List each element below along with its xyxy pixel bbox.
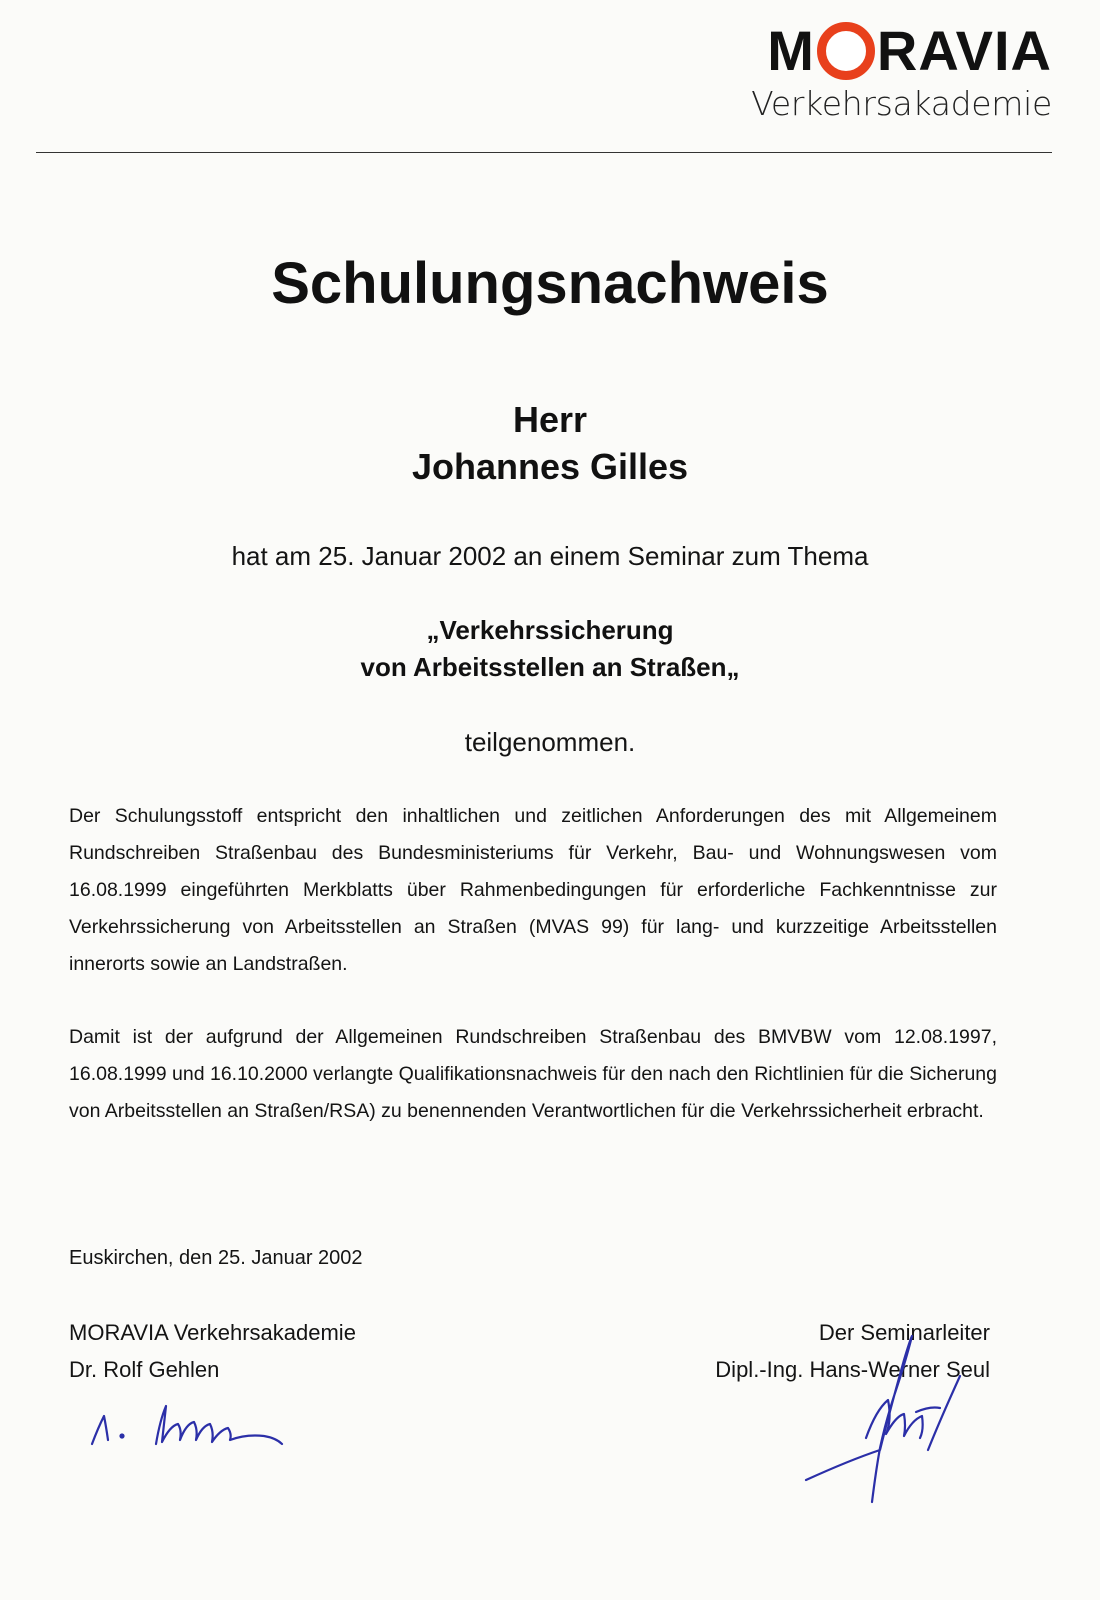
logo-ring-icon <box>817 22 875 80</box>
topic-line-2: von Arbeitsstellen an Straßen„ <box>360 652 740 682</box>
recipient-name: Johannes Gilles <box>411 446 689 487</box>
salutation: Herr <box>512 399 588 440</box>
document-title: Schulungsnachweis <box>271 251 829 316</box>
topic-line-1: „Verkehrssicherung <box>426 615 674 645</box>
signature-seul-icon <box>800 1320 980 1510</box>
logo-subtitle: Verkehrsakademie <box>751 84 1052 123</box>
right-signatory-role: Der Seminarleiter <box>818 1320 990 1345</box>
logo-letter-m: M <box>767 19 815 82</box>
left-signatory-name: Dr. Rolf Gehlen <box>69 1357 220 1382</box>
header-divider <box>36 152 1052 153</box>
place-and-date: Euskirchen, den 25. Januar 2002 <box>69 1247 363 1269</box>
participated-text: teilgenommen. <box>464 727 636 757</box>
body-paragraph-2: Damit ist der aufgrund der Allgemeinen Rundschreiben Straßenbau des BMVBW vom 12.08.1997, 16.08.1999 und 16.10.2000 verlangte Qualifikationsnachweis für den nach den Richtlinien für die Sicherung von Arbeitsstellen an Straßen/RSA) zu benennenden Verantwortlichen für die Verkehrssicherheit erbracht. <box>69 1026 997 1122</box>
logo-letters-ravia: RAVIA <box>876 19 1052 82</box>
signature-gehlen-icon <box>86 1400 356 1460</box>
right-signatory-name: Dipl.-Ing. Hans-Werner Seul <box>715 1357 990 1382</box>
left-signatory <box>69 1314 356 1388</box>
moravia-logo <box>751 19 1052 124</box>
logo-wordmark <box>751 19 1052 82</box>
left-signatory-organization: MORAVIA Verkehrsakademie <box>69 1320 356 1345</box>
seminar-topic <box>0 612 1100 686</box>
intro-text: hat am 25. Januar 2002 an einem Seminar zum Thema <box>231 541 869 571</box>
recipient-block <box>0 396 1100 490</box>
body-paragraph-1: Der Schulungsstoff entspricht den inhaltlichen und zeitlichen Anforderungen des mit Allgemeinem Rundschreiben Straßenbau des Bundesministeriums für Verkehr, Bau- und Wohnungswesen vom 16.08.1999 eingeführten Merkblatts über Rahmenbedingungen für erforderliche Fachkenntnisse zur Verkehrssicherung von Arbeitsstellen an Straßen (MVAS 99) für lang- und kurzzeitige Arbeitsstellen innerorts sowie an Landstraßen. <box>69 805 997 975</box>
